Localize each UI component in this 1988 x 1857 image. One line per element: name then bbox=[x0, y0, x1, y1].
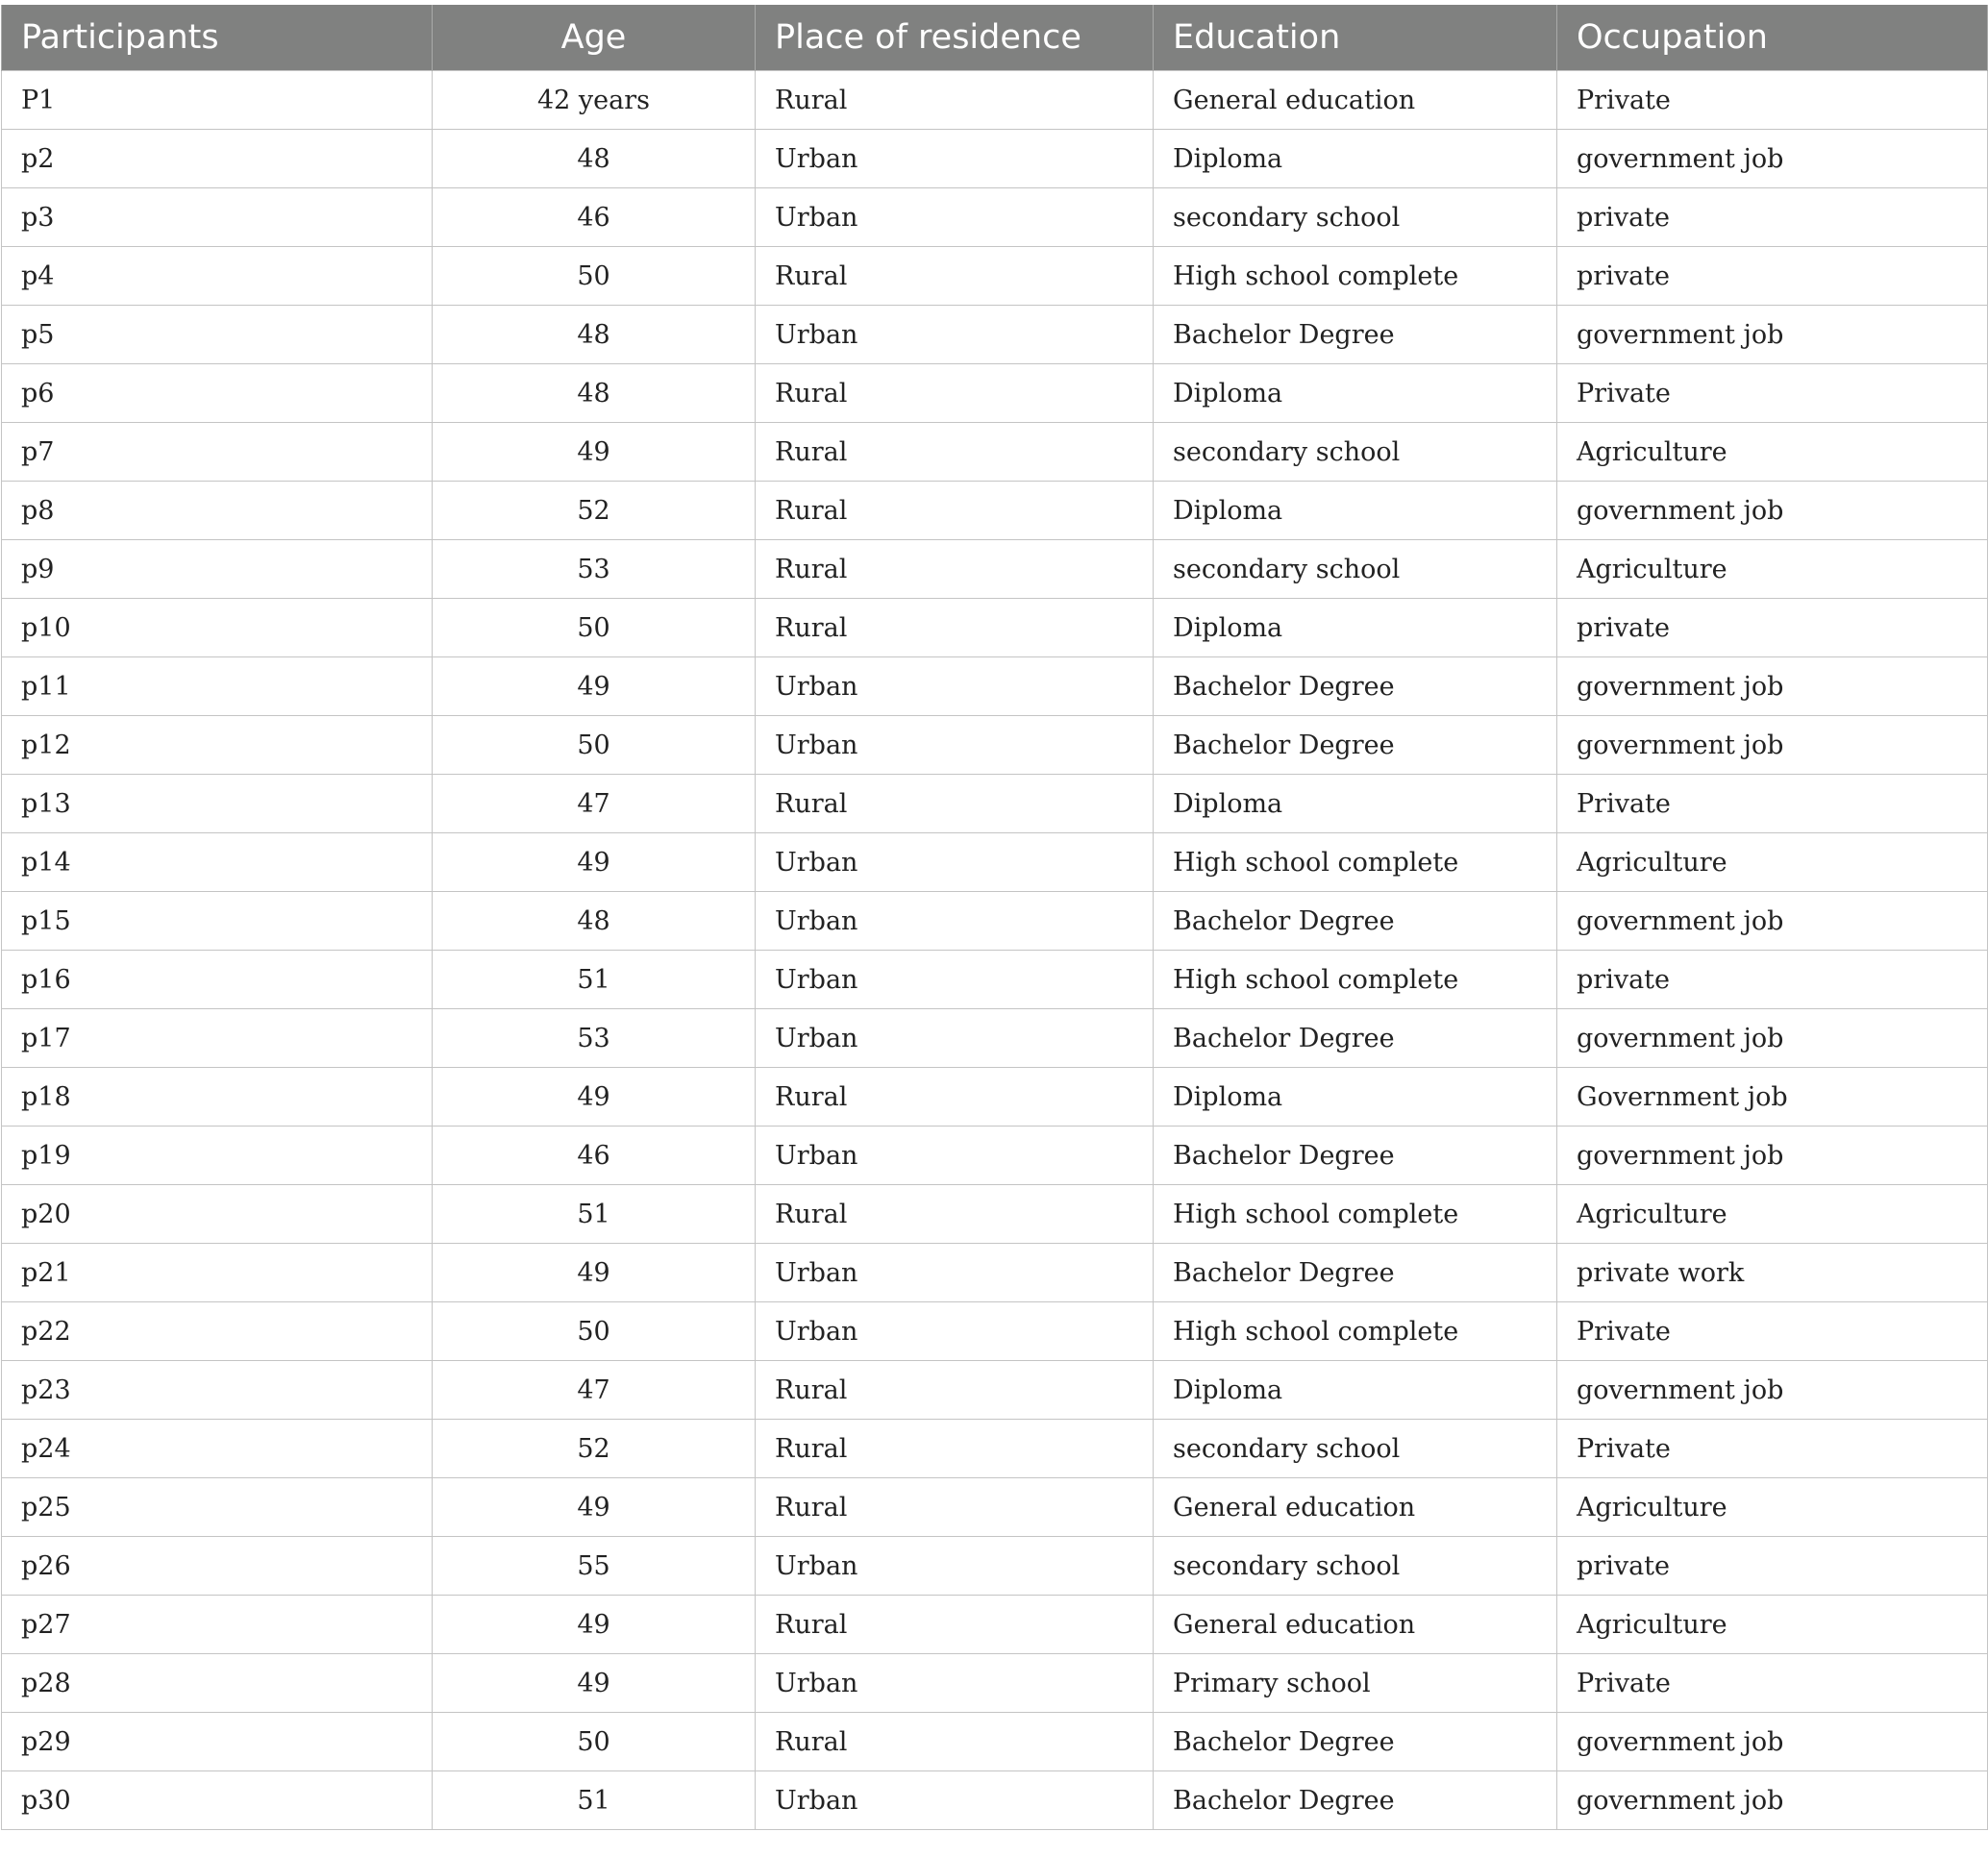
residence-cell: Rural bbox=[756, 71, 1154, 130]
age-cell: 50 bbox=[433, 247, 756, 306]
age-cell: 49 bbox=[433, 1068, 756, 1127]
education-cell: Bachelor Degree bbox=[1154, 716, 1557, 775]
table-row bbox=[2, 1771, 1988, 1830]
participant-cell: p20 bbox=[2, 1185, 433, 1244]
participant-cell: p19 bbox=[2, 1127, 433, 1185]
occupation-cell: private bbox=[1557, 599, 1988, 657]
participant-cell: p13 bbox=[2, 775, 433, 833]
age-cell: 47 bbox=[433, 1361, 756, 1420]
age-cell: 50 bbox=[433, 716, 756, 775]
education-cell: Diploma bbox=[1154, 775, 1557, 833]
occupation-cell: private work bbox=[1557, 1244, 1988, 1302]
age-cell: 48 bbox=[433, 892, 756, 951]
occupation-cell: government job bbox=[1557, 1361, 1988, 1420]
table-row bbox=[2, 423, 1988, 482]
participant-cell: p26 bbox=[2, 1537, 433, 1596]
age-cell: 50 bbox=[433, 1713, 756, 1771]
occupation-cell: private bbox=[1557, 1537, 1988, 1596]
residence-cell: Rural bbox=[756, 1478, 1154, 1537]
residence-cell: Urban bbox=[756, 892, 1154, 951]
residence-cell: Urban bbox=[756, 130, 1154, 188]
age-cell: 51 bbox=[433, 1185, 756, 1244]
occupation-cell: Private bbox=[1557, 1654, 1988, 1713]
age-cell: 49 bbox=[433, 423, 756, 482]
participant-cell: p4 bbox=[2, 247, 433, 306]
education-cell: Bachelor Degree bbox=[1154, 657, 1557, 716]
table-row bbox=[2, 482, 1988, 540]
age-cell: 48 bbox=[433, 364, 756, 423]
age-cell: 49 bbox=[433, 1596, 756, 1654]
table-row bbox=[2, 775, 1988, 833]
occupation-cell: private bbox=[1557, 247, 1988, 306]
table-row bbox=[2, 1478, 1988, 1537]
education-cell: High school complete bbox=[1154, 1185, 1557, 1244]
participant-cell: p30 bbox=[2, 1771, 433, 1830]
age-cell: 50 bbox=[433, 1302, 756, 1361]
residence-cell: Rural bbox=[756, 775, 1154, 833]
participant-cell: p23 bbox=[2, 1361, 433, 1420]
occupation-cell: government job bbox=[1557, 1127, 1988, 1185]
table-row bbox=[2, 1185, 1988, 1244]
residence-cell: Rural bbox=[756, 423, 1154, 482]
residence-cell: Rural bbox=[756, 364, 1154, 423]
participant-cell: p7 bbox=[2, 423, 433, 482]
occupation-cell: private bbox=[1557, 188, 1988, 247]
education-cell: Bachelor Degree bbox=[1154, 892, 1557, 951]
education-cell: Diploma bbox=[1154, 482, 1557, 540]
residence-cell: Urban bbox=[756, 716, 1154, 775]
education-cell: High school complete bbox=[1154, 833, 1557, 892]
occupation-cell: government job bbox=[1557, 482, 1988, 540]
education-cell: secondary school bbox=[1154, 1420, 1557, 1478]
education-cell: secondary school bbox=[1154, 188, 1557, 247]
participant-cell: p25 bbox=[2, 1478, 433, 1537]
residence-cell: Urban bbox=[756, 188, 1154, 247]
occupation-cell: Private bbox=[1557, 364, 1988, 423]
age-cell: 53 bbox=[433, 1009, 756, 1068]
occupation-cell: government job bbox=[1557, 130, 1988, 188]
age-cell: 46 bbox=[433, 1127, 756, 1185]
occupation-cell: Agriculture bbox=[1557, 1596, 1988, 1654]
age-cell: 52 bbox=[433, 482, 756, 540]
occupation-cell: government job bbox=[1557, 1009, 1988, 1068]
table-row bbox=[2, 1654, 1988, 1713]
table-row bbox=[2, 188, 1988, 247]
participant-cell: p16 bbox=[2, 951, 433, 1009]
occupation-cell: Agriculture bbox=[1557, 1478, 1988, 1537]
residence-cell: Rural bbox=[756, 540, 1154, 599]
table-row bbox=[2, 1009, 1988, 1068]
age-cell: 52 bbox=[433, 1420, 756, 1478]
table-row bbox=[2, 716, 1988, 775]
participant-cell: p28 bbox=[2, 1654, 433, 1713]
table-row bbox=[2, 657, 1988, 716]
education-cell: Bachelor Degree bbox=[1154, 1771, 1557, 1830]
table-row bbox=[2, 833, 1988, 892]
participant-cell: p29 bbox=[2, 1713, 433, 1771]
participant-cell: p24 bbox=[2, 1420, 433, 1478]
occupation-cell: Agriculture bbox=[1557, 423, 1988, 482]
education-cell: Diploma bbox=[1154, 599, 1557, 657]
residence-cell: Urban bbox=[756, 951, 1154, 1009]
education-cell: General education bbox=[1154, 71, 1557, 130]
participant-cell: p11 bbox=[2, 657, 433, 716]
table-row bbox=[2, 1244, 1988, 1302]
education-cell: High school complete bbox=[1154, 1302, 1557, 1361]
residence-cell: Urban bbox=[756, 1537, 1154, 1596]
education-cell: Primary school bbox=[1154, 1654, 1557, 1713]
participant-cell: p22 bbox=[2, 1302, 433, 1361]
occupation-cell: Private bbox=[1557, 1420, 1988, 1478]
participant-cell: P1 bbox=[2, 71, 433, 130]
age-cell: 48 bbox=[433, 130, 756, 188]
residence-cell: Rural bbox=[756, 1068, 1154, 1127]
education-cell: Bachelor Degree bbox=[1154, 1713, 1557, 1771]
age-cell: 51 bbox=[433, 951, 756, 1009]
age-cell: 47 bbox=[433, 775, 756, 833]
table-row bbox=[2, 1596, 1988, 1654]
participant-cell: p12 bbox=[2, 716, 433, 775]
occupation-cell: Private bbox=[1557, 775, 1988, 833]
education-cell: Bachelor Degree bbox=[1154, 1244, 1557, 1302]
age-cell: 53 bbox=[433, 540, 756, 599]
residence-cell: Urban bbox=[756, 306, 1154, 364]
table-row bbox=[2, 892, 1988, 951]
header-row bbox=[2, 5, 1988, 71]
residence-cell: Rural bbox=[756, 247, 1154, 306]
table-row bbox=[2, 1302, 1988, 1361]
table-row bbox=[2, 1420, 1988, 1478]
residence-cell: Rural bbox=[756, 1596, 1154, 1654]
occupation-cell: Government job bbox=[1557, 1068, 1988, 1127]
participant-cell: p3 bbox=[2, 188, 433, 247]
age-cell: 51 bbox=[433, 1771, 756, 1830]
table-body bbox=[2, 71, 1988, 1830]
table-row bbox=[2, 1361, 1988, 1420]
participant-cell: p18 bbox=[2, 1068, 433, 1127]
age-cell: 48 bbox=[433, 306, 756, 364]
education-cell: Bachelor Degree bbox=[1154, 1009, 1557, 1068]
residence-cell: Urban bbox=[756, 833, 1154, 892]
table-row bbox=[2, 364, 1988, 423]
participant-cell: p2 bbox=[2, 130, 433, 188]
residence-cell: Urban bbox=[756, 1302, 1154, 1361]
education-cell: secondary school bbox=[1154, 540, 1557, 599]
occupation-cell: government job bbox=[1557, 1771, 1988, 1830]
education-cell: General education bbox=[1154, 1478, 1557, 1537]
table-row bbox=[2, 1537, 1988, 1596]
participant-cell: p17 bbox=[2, 1009, 433, 1068]
participant-cell: p5 bbox=[2, 306, 433, 364]
age-cell: 50 bbox=[433, 599, 756, 657]
education-cell: Bachelor Degree bbox=[1154, 306, 1557, 364]
education-cell: General education bbox=[1154, 1596, 1557, 1654]
participants-table-container bbox=[0, 5, 1988, 1830]
education-cell: Diploma bbox=[1154, 364, 1557, 423]
table-row bbox=[2, 306, 1988, 364]
occupation-cell: Private bbox=[1557, 71, 1988, 130]
header-age: Age bbox=[433, 5, 756, 71]
table-row bbox=[2, 540, 1988, 599]
education-cell: High school complete bbox=[1154, 247, 1557, 306]
occupation-cell: Private bbox=[1557, 1302, 1988, 1361]
participant-cell: p10 bbox=[2, 599, 433, 657]
residence-cell: Urban bbox=[756, 1244, 1154, 1302]
age-cell: 49 bbox=[433, 1478, 756, 1537]
occupation-cell: Agriculture bbox=[1557, 540, 1988, 599]
occupation-cell: private bbox=[1557, 951, 1988, 1009]
header-place-of-residence: Place of residence bbox=[756, 5, 1154, 71]
occupation-cell: Agriculture bbox=[1557, 833, 1988, 892]
participant-cell: p15 bbox=[2, 892, 433, 951]
age-cell: 49 bbox=[433, 1654, 756, 1713]
occupation-cell: government job bbox=[1557, 716, 1988, 775]
residence-cell: Urban bbox=[756, 1127, 1154, 1185]
table-row bbox=[2, 951, 1988, 1009]
education-cell: Diploma bbox=[1154, 130, 1557, 188]
table-row bbox=[2, 247, 1988, 306]
participant-cell: p14 bbox=[2, 833, 433, 892]
header-participants: Participants bbox=[2, 5, 433, 71]
education-cell: Diploma bbox=[1154, 1068, 1557, 1127]
table-row bbox=[2, 1127, 1988, 1185]
participant-cell: p21 bbox=[2, 1244, 433, 1302]
residence-cell: Urban bbox=[756, 657, 1154, 716]
education-cell: Diploma bbox=[1154, 1361, 1557, 1420]
age-cell: 49 bbox=[433, 657, 756, 716]
education-cell: High school complete bbox=[1154, 951, 1557, 1009]
age-cell: 49 bbox=[433, 833, 756, 892]
age-cell: 49 bbox=[433, 1244, 756, 1302]
age-cell: 46 bbox=[433, 188, 756, 247]
header-education: Education bbox=[1154, 5, 1557, 71]
participant-cell: p8 bbox=[2, 482, 433, 540]
residence-cell: Rural bbox=[756, 482, 1154, 540]
occupation-cell: government job bbox=[1557, 306, 1988, 364]
age-cell: 42 years bbox=[433, 71, 756, 130]
header-occupation: Occupation bbox=[1557, 5, 1988, 71]
participants-table bbox=[1, 5, 1988, 1830]
table-row bbox=[2, 71, 1988, 130]
residence-cell: Rural bbox=[756, 1713, 1154, 1771]
table-row bbox=[2, 1068, 1988, 1127]
residence-cell: Rural bbox=[756, 1185, 1154, 1244]
occupation-cell: Agriculture bbox=[1557, 1185, 1988, 1244]
education-cell: Bachelor Degree bbox=[1154, 1127, 1557, 1185]
participant-cell: p27 bbox=[2, 1596, 433, 1654]
residence-cell: Urban bbox=[756, 1771, 1154, 1830]
participant-cell: p6 bbox=[2, 364, 433, 423]
participant-cell: p9 bbox=[2, 540, 433, 599]
residence-cell: Urban bbox=[756, 1654, 1154, 1713]
residence-cell: Rural bbox=[756, 1361, 1154, 1420]
education-cell: secondary school bbox=[1154, 1537, 1557, 1596]
residence-cell: Rural bbox=[756, 599, 1154, 657]
table-row bbox=[2, 130, 1988, 188]
residence-cell: Rural bbox=[756, 1420, 1154, 1478]
occupation-cell: government job bbox=[1557, 657, 1988, 716]
occupation-cell: government job bbox=[1557, 892, 1988, 951]
education-cell: secondary school bbox=[1154, 423, 1557, 482]
table-header bbox=[2, 5, 1988, 71]
occupation-cell: government job bbox=[1557, 1713, 1988, 1771]
table-row bbox=[2, 1713, 1988, 1771]
residence-cell: Urban bbox=[756, 1009, 1154, 1068]
table-row bbox=[2, 599, 1988, 657]
age-cell: 55 bbox=[433, 1537, 756, 1596]
